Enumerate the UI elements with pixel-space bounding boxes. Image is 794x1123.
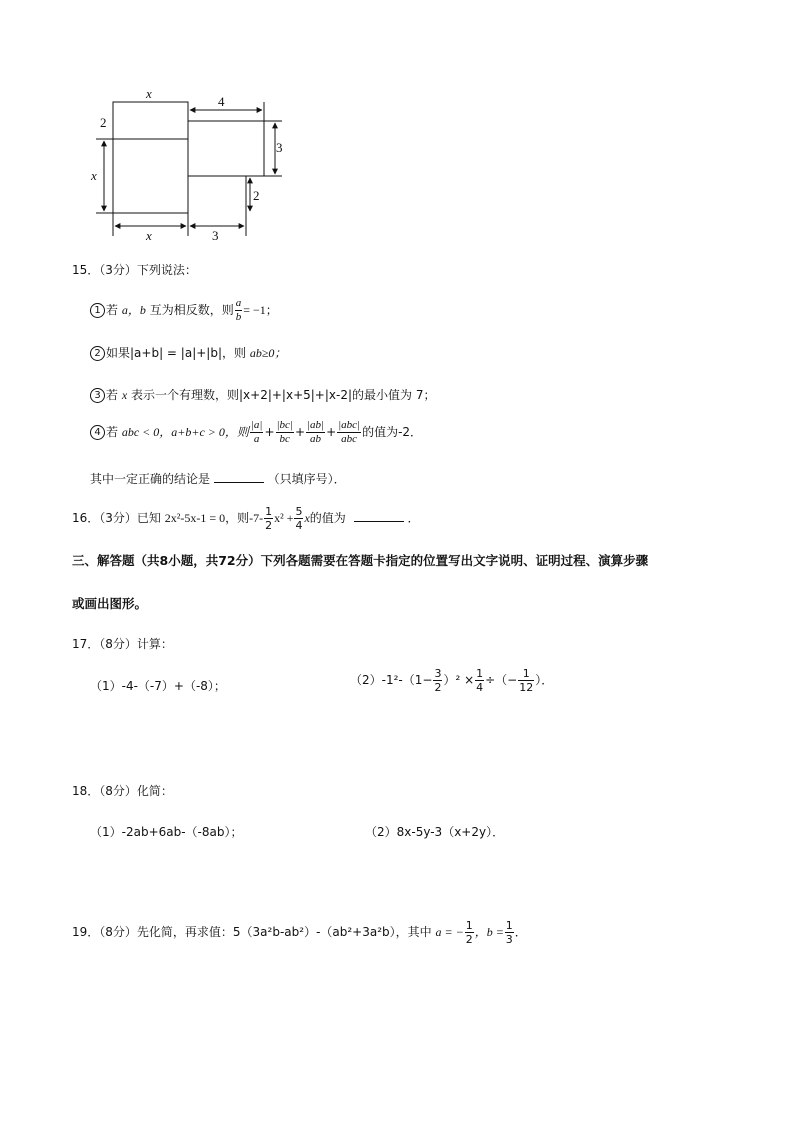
fraction-1: $\frac{|a|}{a}$ [250, 419, 263, 445]
q15-statement-4: 4 若 abc < 0，a+b+c > 0，则 $\frac{|a|}{a}$ + $\frac{|bc|}{bc}$ + $\frac{|ab|}{ab}$ + $\frac{\text{|abc|}}{\text{abc}}$ 的值为-2． [90, 420, 422, 445]
label-bottom-3: 3 [212, 228, 219, 243]
q18-part-1: （1）-2ab+6ab-（-8ab）； [90, 825, 243, 839]
circle-number: 2 [90, 346, 105, 361]
q16: 16．（3分）已知 2x²-5x-1 = 0，则-7- $\frac{1}{2}$ x² + $\frac{5}{4}$ x的值为 ． [72, 505, 420, 532]
answer-blank[interactable] [354, 521, 404, 522]
label-top-4: 4 [218, 94, 225, 109]
label-top-x: x [146, 88, 152, 101]
q15-statement-3: 3 若 x 表示一个有理数，则|x+2|+|x+5|+|x-2|的最小值为 7； [90, 386, 435, 403]
circle-number: 1 [90, 303, 105, 318]
label-left-x: x [91, 168, 97, 183]
fraction-three-halves: $\frac{3}{2}$ [434, 667, 442, 694]
label-top-2: 2 [100, 115, 107, 130]
fraction-2: $\frac{|bc|}{bc}$ [276, 419, 293, 445]
q15-conclusion: 其中一定正确的结论是 （只填序号）． [90, 472, 346, 486]
q15-statement-2: 2 如果|a+b| = |a|+|b|，则 ab≥0； [90, 344, 286, 361]
section-3-title-cont: 或画出图形。 [72, 596, 148, 611]
circle-number: 3 [90, 388, 105, 403]
q18-heading: 18．（8分）化简： [72, 784, 173, 798]
fraction-a-value: $\frac{1}{2}$ [465, 919, 473, 946]
q19: 19．（8分）先化简，再求值：5（3a²b-ab²）-（ab²+3a²b），其中 a = − $\frac{1}{2}$ ，b = $\frac{1}{3}$ ． [72, 919, 527, 946]
fraction-4: $\frac{\text{|abc|}}{\text{abc}}$ [338, 419, 361, 445]
geometry-figure [80, 88, 300, 248]
fraction-3: $\frac{|ab|}{ab}$ [307, 419, 325, 445]
q15-heading: 15．（3分）下列说法： [72, 263, 197, 277]
section-3-title: 三、解答题（共8小题，共72分）下列各题需要在答题卡指定的位置写出文字说明、证明过程、演算步骤 [72, 553, 649, 568]
q15-statement-1: 1 若 a，b 互为相反数，则 $\frac{a}{b}$ = −1； [90, 298, 278, 323]
fraction-b-value: $\frac{1}{3}$ [505, 919, 513, 946]
fraction-one-half: $\frac{1}{2}$ [265, 505, 273, 532]
circle-number: 4 [90, 425, 105, 440]
fraction-five-quarters: $\frac{5}{4}$ [295, 505, 303, 532]
q17-part-1: （1）-4-（-7）+（-8）； [90, 679, 226, 693]
fraction-one-quarter: $\frac{1}{4}$ [476, 667, 484, 694]
q17-part-2: （2）-1²-（1− $\frac{3}{2}$ ）² × $\frac{1}{4}$ ÷（− $\frac{1}{12}$ ）． [350, 667, 554, 694]
label-right-3: 3 [276, 140, 283, 155]
fraction-one-twelfth: $\frac{1}{12}$ [519, 667, 534, 694]
fraction-a-over-b: $\frac{a}{b}$ [235, 297, 242, 323]
q17-heading: 17．（8分）计算： [72, 637, 173, 651]
left-rectangle [113, 102, 188, 213]
q18-part-2: （2）8x-5y-3（x+2y）． [365, 825, 505, 839]
label-bottom-x: x [146, 228, 152, 243]
answer-blank[interactable] [214, 482, 264, 483]
label-right-2: 2 [253, 188, 260, 203]
right-rectangle [188, 121, 264, 176]
